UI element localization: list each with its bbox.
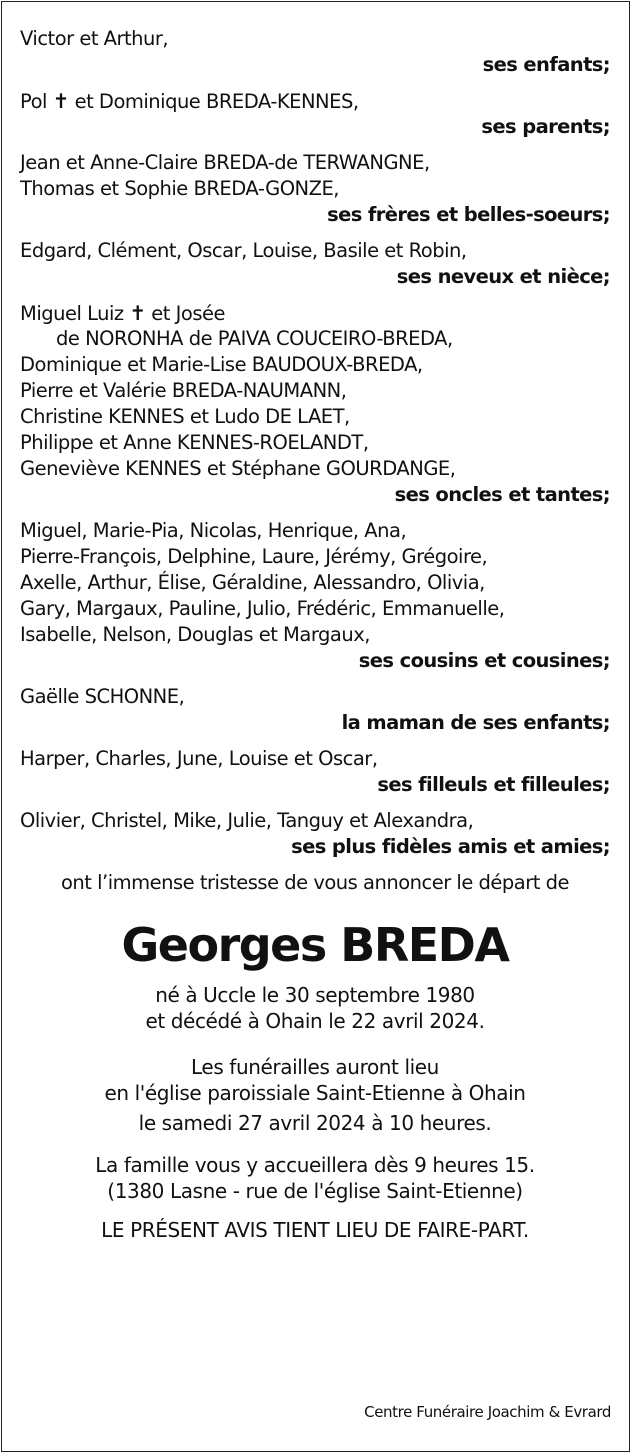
family-line: Dominique et Marie-Lise BAUDOUX-BREDA, bbox=[20, 353, 423, 376]
relationship-label: ses frères et belles-soeurs; bbox=[327, 203, 610, 226]
announcement-text: ont l’immense tristesse de vous annoncer le départ de bbox=[61, 871, 569, 894]
obituary-notice bbox=[20, 26, 610, 1243]
family-line-part: Miguel Luiz bbox=[20, 302, 130, 325]
family-line: Victor et Arthur, bbox=[20, 27, 169, 50]
family-line: Christine KENNES et Ludo DE LAET, bbox=[20, 405, 350, 428]
reception-line-2: (1380 Lasne - rue de l'église Saint-Etienne) bbox=[107, 1179, 523, 1203]
funeral-line-2: en l'église paroissiale Saint-Etienne à Ohain bbox=[104, 1081, 526, 1105]
relationship-label: ses cousins et cousines; bbox=[358, 649, 610, 672]
relationship-label: ses enfants; bbox=[482, 53, 610, 76]
funeral-line-3: le samedi 27 avril 2024 à 10 heures. bbox=[138, 1111, 492, 1135]
family-group bbox=[20, 808, 610, 860]
family-line: Gaëlle SCHONNE, bbox=[20, 685, 185, 708]
family-group bbox=[20, 26, 610, 78]
family-group bbox=[20, 684, 610, 736]
family-line: Jean et Anne-Claire BREDA-de TERWANGNE, bbox=[20, 151, 430, 174]
family-group bbox=[20, 238, 610, 290]
family-line: Pierre et Valérie BREDA-NAUMANN, bbox=[20, 379, 347, 402]
family-line: Isabelle, Nelson, Douglas et Margaux, bbox=[20, 623, 370, 646]
relationship-label: ses filleuls et filleules; bbox=[377, 773, 610, 796]
deceased-name: Georges BREDA bbox=[121, 918, 509, 972]
family-group bbox=[20, 746, 610, 798]
funeral-home-credit: Centre Funéraire Joachim & Evrard bbox=[364, 1403, 611, 1421]
birth-death-info bbox=[20, 982, 610, 1034]
family-line: Harper, Charles, June, Louise et Oscar, bbox=[20, 747, 378, 770]
family-line: Olivier, Christel, Mike, Julie, Tanguy et Alexandra, bbox=[20, 809, 474, 832]
death-line: et décédé à Ohain le 22 avril 2024. bbox=[145, 1009, 485, 1033]
family-line: Gary, Margaux, Pauline, Julio, Frédéric, Emmanuelle, bbox=[20, 597, 505, 620]
reception-line-1: La famille vous y accueillera dès 9 heures 15. bbox=[95, 1153, 535, 1177]
family-line: Philippe et Anne KENNES-ROELANDT, bbox=[20, 431, 369, 454]
family-line: Thomas et Sophie BREDA-GONZE, bbox=[20, 177, 340, 200]
relationship-label: ses plus fidèles amis et amies; bbox=[291, 835, 610, 858]
family-group bbox=[20, 518, 610, 674]
family-line: Axelle, Arthur, Élise, Géraldine, Alessandro, Olivia, bbox=[20, 571, 485, 594]
cross-icon: ✝ bbox=[129, 301, 146, 325]
reception-info bbox=[20, 1152, 610, 1204]
relationship-label: la maman de ses enfants; bbox=[341, 711, 610, 734]
family-line: Miguel, Marie-Pia, Nicolas, Henrique, Ana, bbox=[20, 519, 407, 542]
relationship-label: ses parents; bbox=[481, 115, 610, 138]
family-group bbox=[20, 88, 610, 140]
family-line-part: Pol bbox=[20, 90, 53, 113]
family-line: de NORONHA de PAIVA COUCEIRO-BREDA, bbox=[56, 327, 453, 350]
funeral-info bbox=[20, 1054, 610, 1136]
family-line bbox=[20, 88, 610, 114]
family-line-part: et Josée bbox=[145, 302, 225, 325]
relationship-label: ses oncles et tantes; bbox=[394, 483, 610, 506]
family-line bbox=[20, 300, 610, 326]
cross-icon: ✝ bbox=[52, 89, 69, 113]
family-group bbox=[20, 150, 610, 228]
family-line-part: et Dominique BREDA-KENNES, bbox=[68, 90, 359, 113]
family-list bbox=[20, 26, 610, 860]
relationship-label: ses neveux et nièce; bbox=[396, 265, 610, 288]
birth-line: né à Uccle le 30 septembre 1980 bbox=[155, 983, 475, 1007]
family-line: Geneviève KENNES et Stéphane GOURDANGE, bbox=[20, 457, 456, 480]
notice-line: LE PRÉSENT AVIS TIENT LIEU DE FAIRE-PART. bbox=[101, 1218, 529, 1242]
family-group bbox=[20, 300, 610, 508]
family-line: Edgard, Clément, Oscar, Louise, Basile et Robin, bbox=[20, 239, 467, 262]
family-line: Pierre-François, Delphine, Laure, Jérémy, Grégoire, bbox=[20, 545, 488, 568]
funeral-line-1: Les funérailles auront lieu bbox=[191, 1055, 439, 1079]
